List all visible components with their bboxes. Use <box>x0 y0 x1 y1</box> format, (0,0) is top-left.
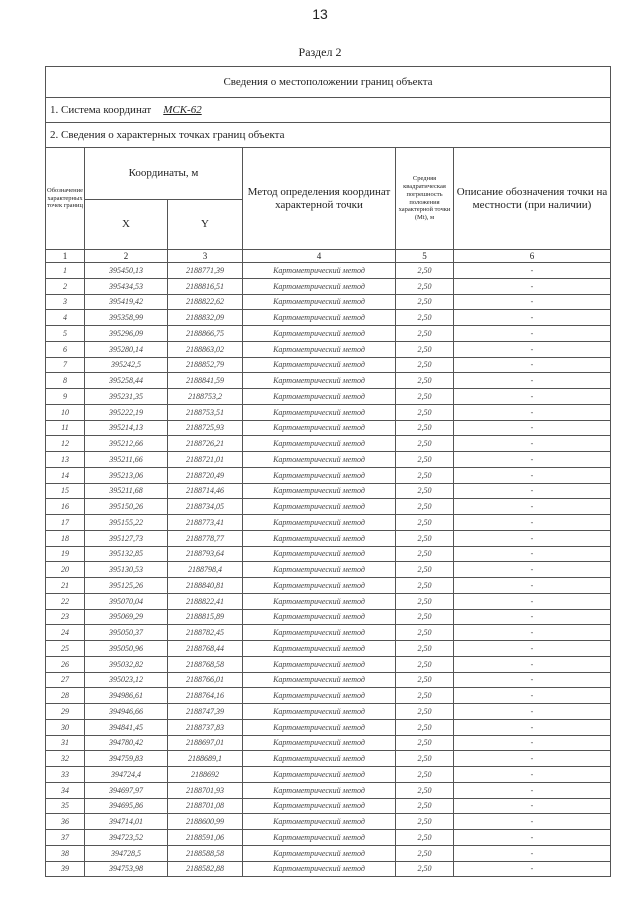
coord-y-cell: 2188747,39 <box>168 704 243 720</box>
coord-x-cell: 395434,53 <box>85 278 168 294</box>
accuracy-cell: 2,50 <box>396 499 454 515</box>
coord-y-cell: 2188582,88 <box>168 861 243 877</box>
description-cell: - <box>454 719 611 735</box>
point-number-cell: 5 <box>46 326 85 342</box>
coord-system-value: МСК-62 <box>163 104 202 116</box>
coord-x-cell: 395280,14 <box>85 341 168 357</box>
accuracy-cell: 2,50 <box>396 578 454 594</box>
point-number-cell: 9 <box>46 389 85 405</box>
coord-y-cell: 2188591,06 <box>168 830 243 846</box>
method-cell: Картометрический метод <box>243 735 396 751</box>
method-cell: Картометрический метод <box>243 373 396 389</box>
table-row <box>46 389 611 405</box>
accuracy-cell: 2,50 <box>396 735 454 751</box>
table-row <box>46 625 611 641</box>
table-row <box>46 263 611 279</box>
point-number-cell: 3 <box>46 294 85 310</box>
description-cell: - <box>454 389 611 405</box>
column-number: 3 <box>168 250 243 263</box>
accuracy-cell: 2,50 <box>396 704 454 720</box>
point-number-cell: 32 <box>46 751 85 767</box>
coord-y-cell: 2188725,93 <box>168 420 243 436</box>
coord-y-cell: 2188778,77 <box>168 530 243 546</box>
point-number-cell: 26 <box>46 656 85 672</box>
coord-x-cell: 395050,96 <box>85 641 168 657</box>
coord-x-cell: 395032,82 <box>85 656 168 672</box>
header-y: Y <box>168 200 243 250</box>
column-number: 4 <box>243 250 396 263</box>
point-number-cell: 35 <box>46 798 85 814</box>
description-cell: - <box>454 593 611 609</box>
description-cell: - <box>454 436 611 452</box>
coord-y-cell: 2188689,1 <box>168 751 243 767</box>
accuracy-cell: 2,50 <box>396 404 454 420</box>
method-cell: Картометрический метод <box>243 341 396 357</box>
point-number-cell: 11 <box>46 420 85 436</box>
coord-y-cell: 2188866,75 <box>168 326 243 342</box>
column-number: 1 <box>46 250 85 263</box>
coord-x-cell: 395450,13 <box>85 263 168 279</box>
description-cell: - <box>454 798 611 814</box>
accuracy-cell: 2,50 <box>396 294 454 310</box>
column-number: 2 <box>85 250 168 263</box>
method-cell: Картометрический метод <box>243 499 396 515</box>
method-cell: Картометрический метод <box>243 483 396 499</box>
method-cell: Картометрический метод <box>243 467 396 483</box>
method-cell: Картометрический метод <box>243 814 396 830</box>
coord-system-row <box>46 98 611 123</box>
coord-x-cell: 395419,42 <box>85 294 168 310</box>
method-cell: Картометрический метод <box>243 782 396 798</box>
method-cell: Картометрический метод <box>243 751 396 767</box>
description-cell: - <box>454 845 611 861</box>
description-cell: - <box>454 546 611 562</box>
coord-y-cell: 2188832,09 <box>168 310 243 326</box>
table-row <box>46 672 611 688</box>
accuracy-cell: 2,50 <box>396 782 454 798</box>
coord-y-cell: 2188720,49 <box>168 467 243 483</box>
table-row <box>46 310 611 326</box>
coord-y-cell: 2188737,83 <box>168 719 243 735</box>
description-cell: - <box>454 641 611 657</box>
table-row <box>46 499 611 515</box>
header-coordinates: Координаты, м <box>85 148 243 200</box>
table-row <box>46 294 611 310</box>
table-row <box>46 404 611 420</box>
method-cell: Картометрический метод <box>243 310 396 326</box>
coord-y-cell: 2188714,46 <box>168 483 243 499</box>
description-cell: - <box>454 404 611 420</box>
method-cell: Картометрический метод <box>243 326 396 342</box>
point-number-cell: 16 <box>46 499 85 515</box>
method-cell: Картометрический метод <box>243 704 396 720</box>
coord-y-cell: 2188782,45 <box>168 625 243 641</box>
accuracy-cell: 2,50 <box>396 672 454 688</box>
table-row <box>46 609 611 625</box>
column-numbers-row <box>46 250 611 263</box>
table-row <box>46 420 611 436</box>
coord-y-cell: 2188816,51 <box>168 278 243 294</box>
table-row <box>46 530 611 546</box>
accuracy-cell: 2,50 <box>396 751 454 767</box>
coord-y-cell: 2188841,59 <box>168 373 243 389</box>
method-cell: Картометрический метод <box>243 861 396 877</box>
coord-x-cell: 394723,52 <box>85 830 168 846</box>
accuracy-cell: 2,50 <box>396 767 454 783</box>
description-cell: - <box>454 861 611 877</box>
table-row <box>46 782 611 798</box>
method-cell: Картометрический метод <box>243 656 396 672</box>
coord-y-cell: 2188726,21 <box>168 436 243 452</box>
accuracy-cell: 2,50 <box>396 467 454 483</box>
point-number-cell: 17 <box>46 515 85 531</box>
method-cell: Картометрический метод <box>243 593 396 609</box>
point-number-cell: 25 <box>46 641 85 657</box>
coord-y-cell: 2188753,51 <box>168 404 243 420</box>
coord-x-cell: 395222,19 <box>85 404 168 420</box>
point-number-cell: 2 <box>46 278 85 294</box>
accuracy-cell: 2,50 <box>396 326 454 342</box>
description-cell: - <box>454 452 611 468</box>
coord-x-cell: 395150,26 <box>85 499 168 515</box>
accuracy-cell: 2,50 <box>396 452 454 468</box>
coord-x-cell: 394753,98 <box>85 861 168 877</box>
accuracy-cell: 2,50 <box>396 641 454 657</box>
description-cell: - <box>454 704 611 720</box>
coord-x-cell: 395212,66 <box>85 436 168 452</box>
coord-x-cell: 394946,66 <box>85 704 168 720</box>
method-cell: Картометрический метод <box>243 278 396 294</box>
coord-x-cell: 394780,42 <box>85 735 168 751</box>
method-cell: Картометрический метод <box>243 452 396 468</box>
method-cell: Картометрический метод <box>243 719 396 735</box>
method-cell: Картометрический метод <box>243 688 396 704</box>
coord-y-cell: 2188766,01 <box>168 672 243 688</box>
table-row <box>46 373 611 389</box>
method-cell: Картометрический метод <box>243 641 396 657</box>
description-cell: - <box>454 341 611 357</box>
accuracy-cell: 2,50 <box>396 830 454 846</box>
column-number: 6 <box>454 250 611 263</box>
coord-x-cell: 394986,61 <box>85 688 168 704</box>
coord-x-cell: 395132,85 <box>85 546 168 562</box>
coord-y-cell: 2188588,58 <box>168 845 243 861</box>
header-designation: Обозначение характерных точек границ <box>46 148 85 250</box>
coord-x-cell: 395070,04 <box>85 593 168 609</box>
accuracy-cell: 2,50 <box>396 861 454 877</box>
description-cell: - <box>454 578 611 594</box>
table-row <box>46 326 611 342</box>
description-cell: - <box>454 609 611 625</box>
point-number-cell: 30 <box>46 719 85 735</box>
accuracy-cell: 2,50 <box>396 483 454 499</box>
method-cell: Картометрический метод <box>243 767 396 783</box>
point-number-cell: 13 <box>46 452 85 468</box>
accuracy-cell: 2,50 <box>396 341 454 357</box>
method-cell: Картометрический метод <box>243 404 396 420</box>
coord-x-cell: 394841,45 <box>85 719 168 735</box>
coord-x-cell: 394695,86 <box>85 798 168 814</box>
point-number-cell: 37 <box>46 830 85 846</box>
description-cell: - <box>454 782 611 798</box>
coord-y-cell: 2188764,16 <box>168 688 243 704</box>
coord-y-cell: 2188753,2 <box>168 389 243 405</box>
point-number-cell: 18 <box>46 530 85 546</box>
method-cell: Картометрический метод <box>243 845 396 861</box>
table-row <box>46 562 611 578</box>
description-cell: - <box>454 814 611 830</box>
point-number-cell: 24 <box>46 625 85 641</box>
method-cell: Картометрический метод <box>243 530 396 546</box>
coord-x-cell: 394724,4 <box>85 767 168 783</box>
point-number-cell: 27 <box>46 672 85 688</box>
coord-y-cell: 2188734,05 <box>168 499 243 515</box>
description-cell: - <box>454 530 611 546</box>
accuracy-cell: 2,50 <box>396 562 454 578</box>
table-row <box>46 688 611 704</box>
table-row <box>46 830 611 846</box>
coord-x-cell: 395050,37 <box>85 625 168 641</box>
coord-x-cell: 395211,66 <box>85 452 168 468</box>
coord-x-cell: 395258,44 <box>85 373 168 389</box>
header-x: X <box>85 200 168 250</box>
coord-x-cell: 395214,13 <box>85 420 168 436</box>
coord-x-cell: 395231,35 <box>85 389 168 405</box>
table-row <box>46 814 611 830</box>
column-number: 5 <box>396 250 454 263</box>
accuracy-cell: 2,50 <box>396 798 454 814</box>
table-row <box>46 861 611 877</box>
table-row <box>46 341 611 357</box>
coord-y-cell: 2188798,4 <box>168 562 243 578</box>
point-number-cell: 38 <box>46 845 85 861</box>
description-cell: - <box>454 310 611 326</box>
table-row <box>46 436 611 452</box>
description-cell: - <box>454 373 611 389</box>
points-section-label: 2. Сведения о характерных точках границ объекта <box>46 123 611 148</box>
coord-y-cell: 2188771,39 <box>168 263 243 279</box>
description-cell: - <box>454 263 611 279</box>
point-number-cell: 10 <box>46 404 85 420</box>
table-row <box>46 641 611 657</box>
description-cell: - <box>454 467 611 483</box>
table-row <box>46 656 611 672</box>
accuracy-cell: 2,50 <box>396 719 454 735</box>
method-cell: Картометрический метод <box>243 798 396 814</box>
coord-x-cell: 395127,73 <box>85 530 168 546</box>
point-number-cell: 23 <box>46 609 85 625</box>
page-number: 13 <box>312 6 328 22</box>
table-row <box>46 546 611 562</box>
table-row <box>46 467 611 483</box>
coord-y-cell: 2188815,89 <box>168 609 243 625</box>
coord-y-cell: 2188721,01 <box>168 452 243 468</box>
table-row <box>46 719 611 735</box>
coord-y-cell: 2188822,41 <box>168 593 243 609</box>
accuracy-cell: 2,50 <box>396 310 454 326</box>
table-row <box>46 357 611 373</box>
point-number-cell: 28 <box>46 688 85 704</box>
accuracy-cell: 2,50 <box>396 814 454 830</box>
coord-x-cell: 394728,5 <box>85 845 168 861</box>
point-number-cell: 14 <box>46 467 85 483</box>
table-body <box>46 67 611 877</box>
coord-x-cell: 395211,68 <box>85 483 168 499</box>
accuracy-cell: 2,50 <box>396 357 454 373</box>
method-cell: Картометрический метод <box>243 357 396 373</box>
description-cell: - <box>454 562 611 578</box>
table-row <box>46 593 611 609</box>
point-number-cell: 31 <box>46 735 85 751</box>
description-cell: - <box>454 751 611 767</box>
description-cell: - <box>454 688 611 704</box>
table-row <box>46 767 611 783</box>
accuracy-cell: 2,50 <box>396 530 454 546</box>
description-cell: - <box>454 830 611 846</box>
point-number-cell: 29 <box>46 704 85 720</box>
method-cell: Картометрический метод <box>243 515 396 531</box>
description-cell: - <box>454 483 611 499</box>
table-row <box>46 515 611 531</box>
accuracy-cell: 2,50 <box>396 420 454 436</box>
method-cell: Картометрический метод <box>243 672 396 688</box>
coord-system-label: 1. Система координат <box>50 104 152 116</box>
table-row <box>46 483 611 499</box>
coord-y-cell: 2188768,44 <box>168 641 243 657</box>
point-number-cell: 15 <box>46 483 85 499</box>
description-cell: - <box>454 672 611 688</box>
table-row <box>46 751 611 767</box>
method-cell: Картометрический метод <box>243 625 396 641</box>
description-cell: - <box>454 767 611 783</box>
table-row <box>46 704 611 720</box>
method-cell: Картометрический метод <box>243 436 396 452</box>
description-cell: - <box>454 499 611 515</box>
coord-x-cell: 395242,5 <box>85 357 168 373</box>
coord-y-cell: 2188852,79 <box>168 357 243 373</box>
accuracy-cell: 2,50 <box>396 656 454 672</box>
point-number-cell: 21 <box>46 578 85 594</box>
coord-y-cell: 2188822,62 <box>168 294 243 310</box>
coord-x-cell: 395296,09 <box>85 326 168 342</box>
coord-y-cell: 2188600,99 <box>168 814 243 830</box>
table-row <box>46 578 611 594</box>
method-cell: Картометрический метод <box>243 546 396 562</box>
method-cell: Картометрический метод <box>243 609 396 625</box>
point-number-cell: 36 <box>46 814 85 830</box>
coord-y-cell: 2188840,81 <box>168 578 243 594</box>
accuracy-cell: 2,50 <box>396 389 454 405</box>
method-cell: Картометрический метод <box>243 578 396 594</box>
accuracy-cell: 2,50 <box>396 609 454 625</box>
coord-y-cell: 2188697,01 <box>168 735 243 751</box>
point-number-cell: 34 <box>46 782 85 798</box>
description-cell: - <box>454 515 611 531</box>
accuracy-cell: 2,50 <box>396 593 454 609</box>
table-row <box>46 798 611 814</box>
accuracy-cell: 2,50 <box>396 515 454 531</box>
coord-x-cell: 395358,99 <box>85 310 168 326</box>
coord-y-cell: 2188701,93 <box>168 782 243 798</box>
accuracy-cell: 2,50 <box>396 625 454 641</box>
coord-y-cell: 2188863,02 <box>168 341 243 357</box>
table-title: Сведения о местоположении границ объекта <box>46 67 611 98</box>
section-title: Раздел 2 <box>298 45 342 59</box>
coord-x-cell: 394759,83 <box>85 751 168 767</box>
accuracy-cell: 2,50 <box>396 546 454 562</box>
header-method: Метод определения координат характерной точки <box>243 148 396 250</box>
header-accuracy: Средняя квадратическая погрешность положения характерной точки (Mt), м <box>396 148 454 250</box>
coord-x-cell: 395155,22 <box>85 515 168 531</box>
accuracy-cell: 2,50 <box>396 436 454 452</box>
coord-x-cell: 394714,01 <box>85 814 168 830</box>
method-cell: Картометрический метод <box>243 830 396 846</box>
description-cell: - <box>454 656 611 672</box>
description-cell: - <box>454 625 611 641</box>
point-number-cell: 19 <box>46 546 85 562</box>
coord-x-cell: 395023,12 <box>85 672 168 688</box>
point-number-cell: 6 <box>46 341 85 357</box>
description-cell: - <box>454 278 611 294</box>
header-description: Описание обозначения точки на местности (при наличии) <box>454 148 611 250</box>
coord-x-cell: 394697,97 <box>85 782 168 798</box>
coord-x-cell: 395125,26 <box>85 578 168 594</box>
point-number-cell: 33 <box>46 767 85 783</box>
description-cell: - <box>454 357 611 373</box>
method-cell: Картометрический метод <box>243 263 396 279</box>
description-cell: - <box>454 326 611 342</box>
accuracy-cell: 2,50 <box>396 373 454 389</box>
coord-y-cell: 2188773,41 <box>168 515 243 531</box>
boundary-points-table <box>45 66 611 877</box>
accuracy-cell: 2,50 <box>396 278 454 294</box>
method-cell: Картометрический метод <box>243 389 396 405</box>
table-row <box>46 452 611 468</box>
method-cell: Картометрический метод <box>243 562 396 578</box>
description-cell: - <box>454 735 611 751</box>
table-row <box>46 735 611 751</box>
method-cell: Картометрический метод <box>243 420 396 436</box>
accuracy-cell: 2,50 <box>396 845 454 861</box>
point-number-cell: 22 <box>46 593 85 609</box>
point-number-cell: 12 <box>46 436 85 452</box>
point-number-cell: 7 <box>46 357 85 373</box>
coord-y-cell: 2188701,08 <box>168 798 243 814</box>
coord-y-cell: 2188692 <box>168 767 243 783</box>
description-cell: - <box>454 420 611 436</box>
point-number-cell: 8 <box>46 373 85 389</box>
point-number-cell: 20 <box>46 562 85 578</box>
coord-y-cell: 2188768,58 <box>168 656 243 672</box>
coord-y-cell: 2188793,64 <box>168 546 243 562</box>
method-cell: Картометрический метод <box>243 294 396 310</box>
description-cell: - <box>454 294 611 310</box>
accuracy-cell: 2,50 <box>396 688 454 704</box>
point-number-cell: 4 <box>46 310 85 326</box>
table-row <box>46 845 611 861</box>
point-number-cell: 39 <box>46 861 85 877</box>
accuracy-cell: 2,50 <box>396 263 454 279</box>
coord-x-cell: 395069,29 <box>85 609 168 625</box>
coord-x-cell: 395213,06 <box>85 467 168 483</box>
point-number-cell: 1 <box>46 263 85 279</box>
table-row <box>46 278 611 294</box>
coord-x-cell: 395130,53 <box>85 562 168 578</box>
